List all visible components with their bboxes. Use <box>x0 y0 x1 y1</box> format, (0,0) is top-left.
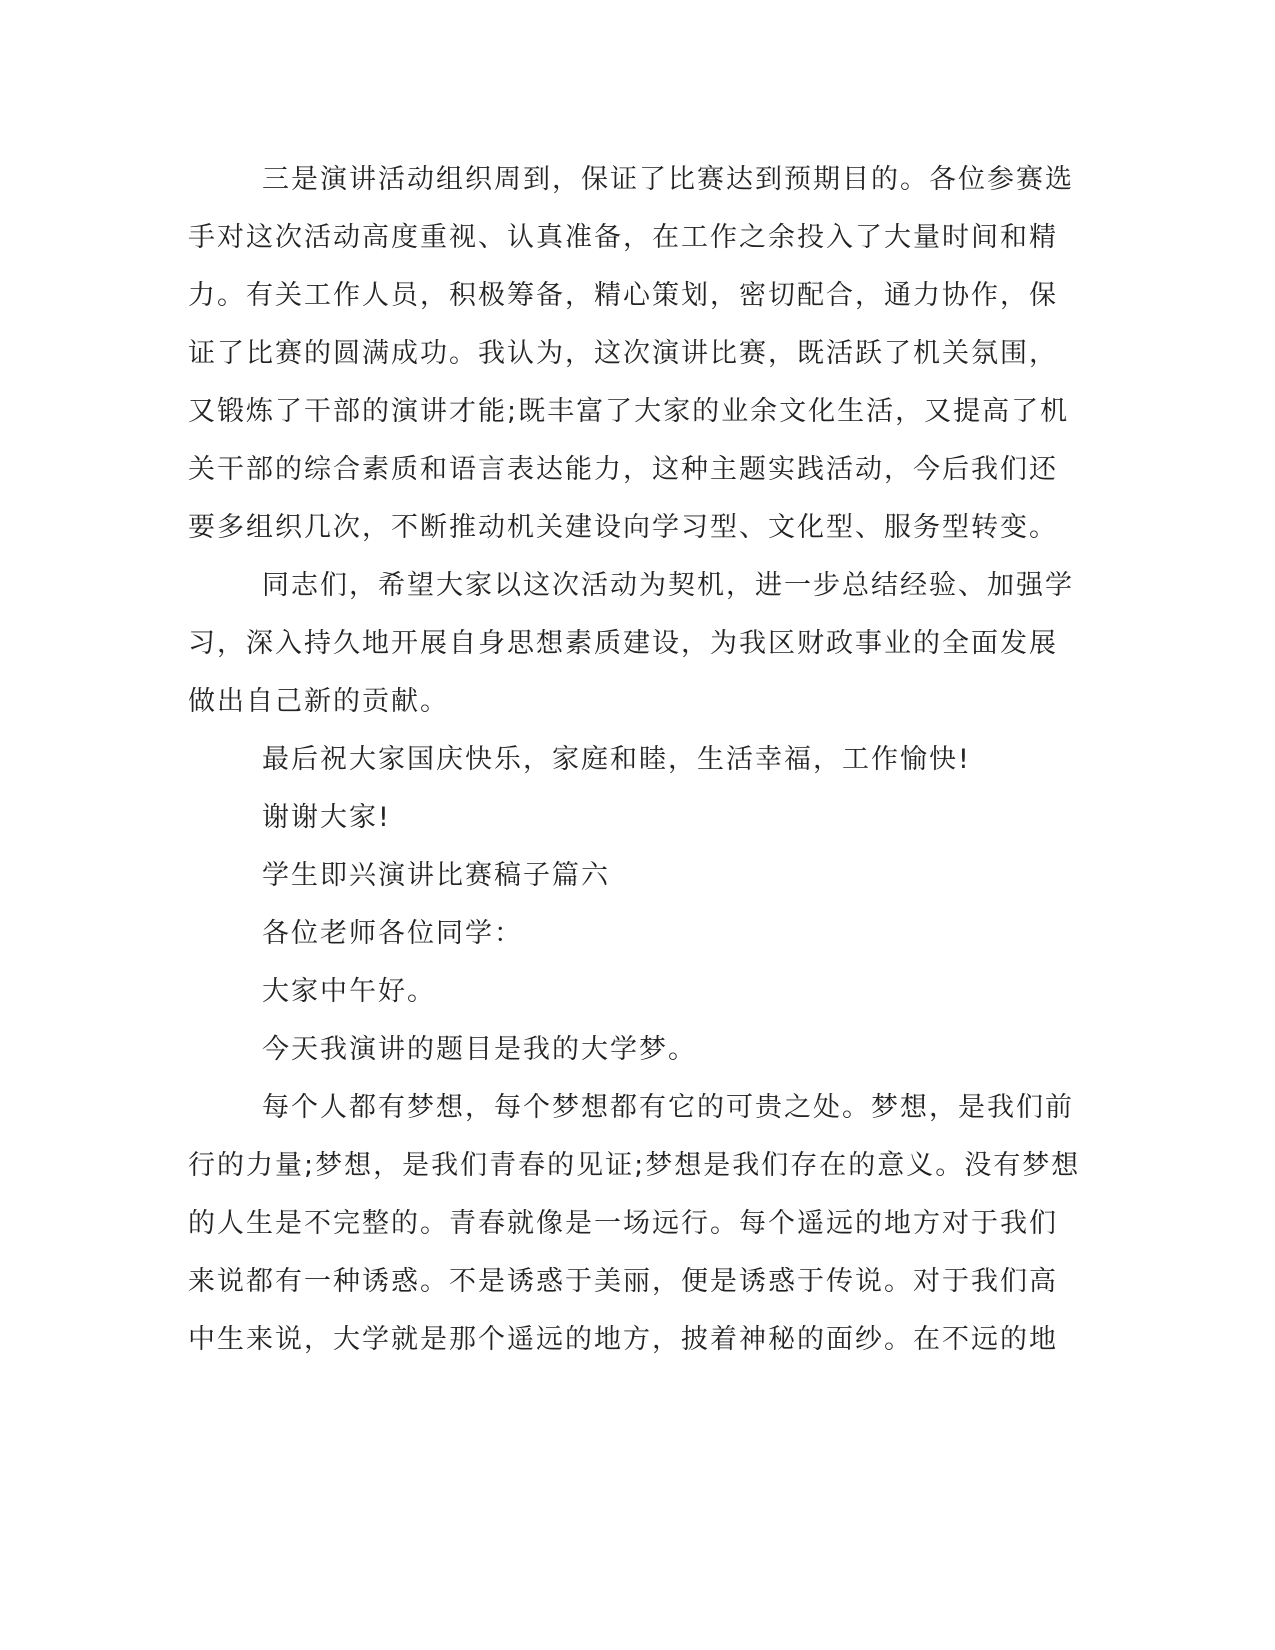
text-line: 手对这次活动高度重视、认真准备，在工作之余投入了大量时间和精 <box>188 222 1058 253</box>
text-line: 要多组织几次，不断推动机关建设向学习型、文化型、服务型转变。 <box>188 512 1058 543</box>
text-line: 力。有关工作人员，积极筹备，精心策划，密切配合，通力协作，保 <box>188 280 1058 311</box>
text-line: 最后祝大家国庆快乐，家庭和睦，生活幸福，工作愉快! <box>262 744 971 775</box>
text-line: 的人生是不完整的。青春就像是一场远行。每个遥远的地方对于我们 <box>188 1208 1058 1239</box>
text-line: 中生来说，大学就是那个遥远的地方，披着神秘的面纱。在不远的地 <box>188 1324 1058 1355</box>
text-line: 大家中午好。 <box>262 976 436 1007</box>
text-line: 谢谢大家! <box>262 802 391 833</box>
section-title: 学生即兴演讲比赛稿子篇六 <box>262 860 610 891</box>
text-line: 证了比赛的圆满成功。我认为，这次演讲比赛，既活跃了机关氛围， <box>188 338 1058 369</box>
text-line: 又锻炼了干部的演讲才能;既丰富了大家的业余文化生活，又提高了机 <box>188 396 1070 427</box>
text-line: 关干部的综合素质和语言表达能力，这种主题实践活动，今后我们还 <box>188 454 1058 485</box>
text-line: 来说都有一种诱惑。不是诱惑于美丽，便是诱惑于传说。对于我们高 <box>188 1266 1058 1297</box>
text-line: 做出自己新的贡献。 <box>188 686 449 717</box>
text-line: 习，深入持久地开展自身思想素质建设，为我区财政事业的全面发展 <box>188 628 1058 659</box>
text-line: 每个人都有梦想，每个梦想都有它的可贵之处。梦想，是我们前 <box>262 1092 1074 1123</box>
text-line: 今天我演讲的题目是我的大学梦。 <box>262 1034 697 1065</box>
text-line: 三是演讲活动组织周到，保证了比赛达到预期目的。各位参赛选 <box>262 164 1074 195</box>
text-line: 行的力量;梦想，是我们青春的见证;梦想是我们存在的意义。没有梦想 <box>188 1150 1081 1181</box>
text-line: 各位老师各位同学： <box>262 918 523 949</box>
text-line: 同志们，希望大家以这次活动为契机，进一步总结经验、加强学 <box>262 570 1074 601</box>
